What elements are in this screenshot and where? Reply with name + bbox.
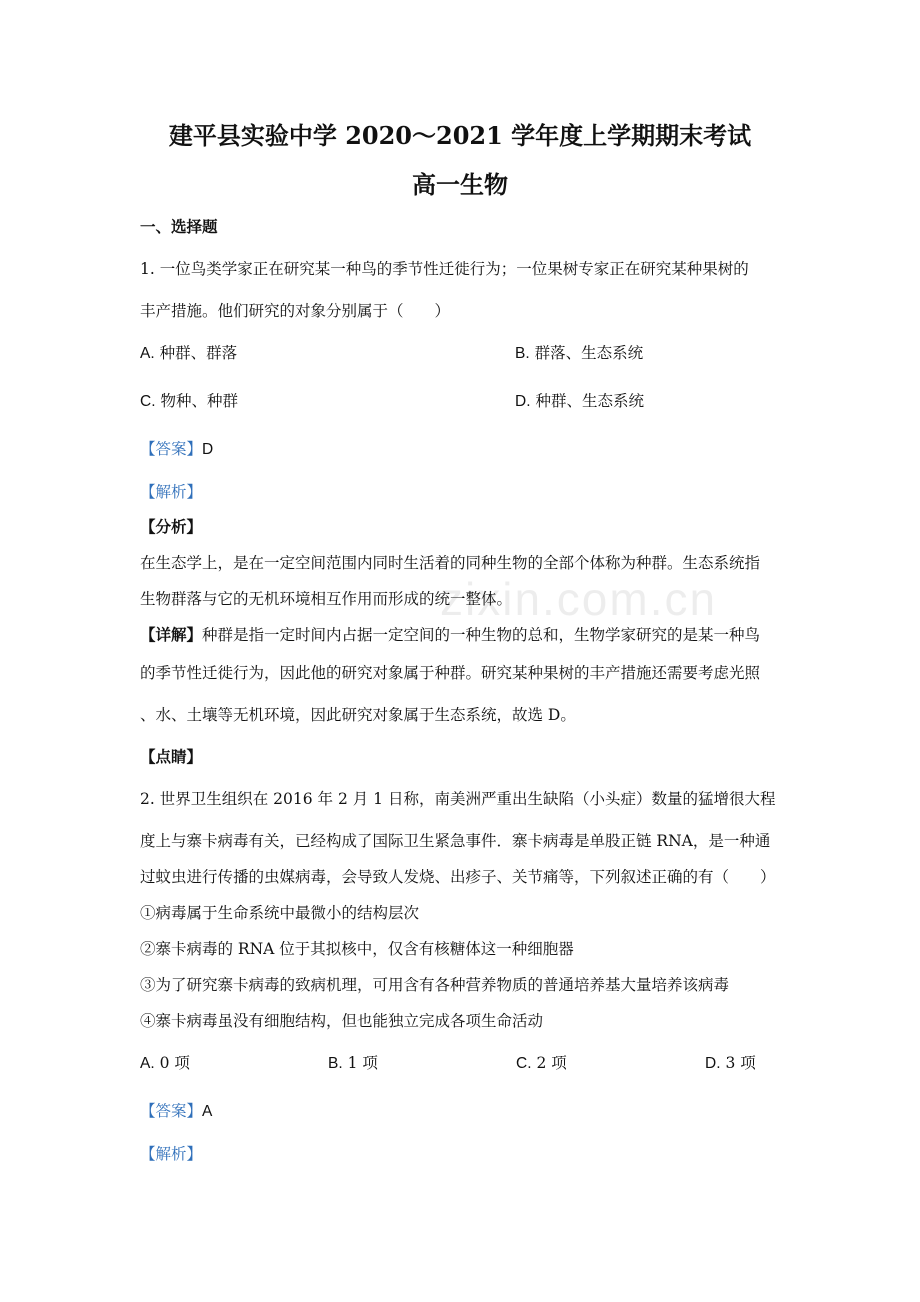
q2-option-c-text: 2 项 — [536, 1054, 567, 1072]
q2-option-a-text: 0 项 — [159, 1054, 190, 1072]
watermark: zixin.com.cn — [440, 573, 718, 625]
q1-xiangjie-text1: 种群是指一定时间内占据一定空间的一种生物的总和，生物学家研究的是某一种鸟 — [202, 626, 761, 644]
q2-stem-line3: 过蚊虫进行传播的虫媒病毒，会导致人发烧、出疹子、关节痛等，下列叙述正确的有（ ） — [140, 868, 776, 886]
q1-option-d — [515, 390, 644, 413]
q1-dianjing-tag: 【点睛】 — [140, 747, 203, 766]
q2-option-c — [516, 1052, 567, 1075]
q2-option-d-key: D. — [705, 1055, 721, 1072]
q1-fenxi-line2: 生物群落与它的无机环境相互作用而形成的统一整体。 — [140, 590, 513, 608]
q2-answer-value: A — [202, 1103, 213, 1120]
q2-option-d-text: 3 项 — [725, 1054, 756, 1072]
q1-option-b-key: B. — [515, 345, 530, 362]
q1-fenxi-line1: 在生态学上，是在一定空间范围内同时生活着的同种生物的全部个体称为种群。生态系统指 — [140, 554, 761, 572]
section-heading: 一、选择题 — [140, 217, 218, 236]
q1-option-d-text: 种群、生态系统 — [535, 392, 644, 410]
q1-option-b — [515, 342, 643, 365]
q1-answer — [140, 438, 785, 461]
q2-option-b — [328, 1052, 378, 1075]
q2-option-b-text: 1 项 — [347, 1054, 378, 1072]
q2-answer-tag: 【答案】 — [140, 1102, 203, 1120]
q2-answer — [140, 1100, 785, 1123]
q1-option-c-key: C. — [140, 393, 156, 410]
exam-subtitle: 高一生物 — [412, 170, 508, 199]
q2-item-3: ③为了研究寨卡病毒的致病机理，可用含有各种营养物质的普通培养基大量培养该病毒 — [140, 976, 730, 994]
q2-stem-line2: 度上与寨卡病毒有关，已经构成了国际卫生紧急事件．寨卡病毒是单股正链 RNA，是一种通 — [140, 832, 771, 850]
q1-stem-line1: 1. 一位鸟类学家正在研究某一种鸟的季节性迁徙行为；一位果树专家正在研究某种果树的 — [140, 260, 749, 278]
q2-analysis-tag: 【解析】 — [140, 1145, 203, 1163]
q1-option-a-text: 种群、群落 — [159, 344, 238, 362]
q2-stem-line1: 2. 世界卫生组织在 2016 年 2 月 1 日称，南美洲严重出生缺陷（小头症）数量的猛增很大程 — [140, 790, 776, 808]
q1-option-c — [140, 390, 238, 413]
q1-option-a-key: A. — [140, 345, 155, 362]
q1-xiangjie-line2: 的季节性迁徙行为，因此他的研究对象属于种群。研究某种果树的丰产措施还需要考虑光照 — [140, 664, 761, 682]
q2-item-1: ①病毒属于生命系统中最微小的结构层次 — [140, 904, 420, 922]
q2-option-a-key: A. — [140, 1055, 155, 1072]
q1-answer-value: D — [202, 441, 214, 458]
q1-xiangjie-line1 — [140, 624, 785, 646]
q2-option-c-key: C. — [516, 1055, 532, 1072]
q1-fenxi-tag: 【分析】 — [140, 517, 203, 536]
q1-answer-tag: 【答案】 — [140, 440, 203, 458]
q1-analysis-tag: 【解析】 — [140, 483, 203, 501]
q1-stem-line2: 丰产措施。他们研究的对象分别属于（ ） — [140, 302, 451, 320]
q1-option-d-key: D. — [515, 393, 531, 410]
q2-item-4: ④寨卡病毒虽没有细胞结构，但也能独立完成各项生命活动 — [140, 1012, 544, 1030]
exam-title: 建平县实验中学 2020～2021 学年度上学期期末考试 — [168, 121, 752, 150]
q1-option-a — [140, 342, 237, 365]
q2-option-a — [140, 1052, 190, 1075]
q2-option-b-key: B. — [328, 1055, 343, 1072]
q1-xiangjie-line3: 、水、土壤等无机环境，因此研究对象属于生态系统，故选 D。 — [140, 706, 576, 724]
q2-item-2: ②寨卡病毒的 RNA 位于其拟核中，仅含有核糖体这一种细胞器 — [140, 940, 574, 958]
q1-option-c-text: 物种、种群 — [160, 392, 238, 410]
q1-option-b-text: 群落、生态系统 — [534, 344, 644, 362]
q2-option-d — [705, 1052, 756, 1075]
q1-xiangjie-tag: 【详解】 — [140, 625, 203, 644]
